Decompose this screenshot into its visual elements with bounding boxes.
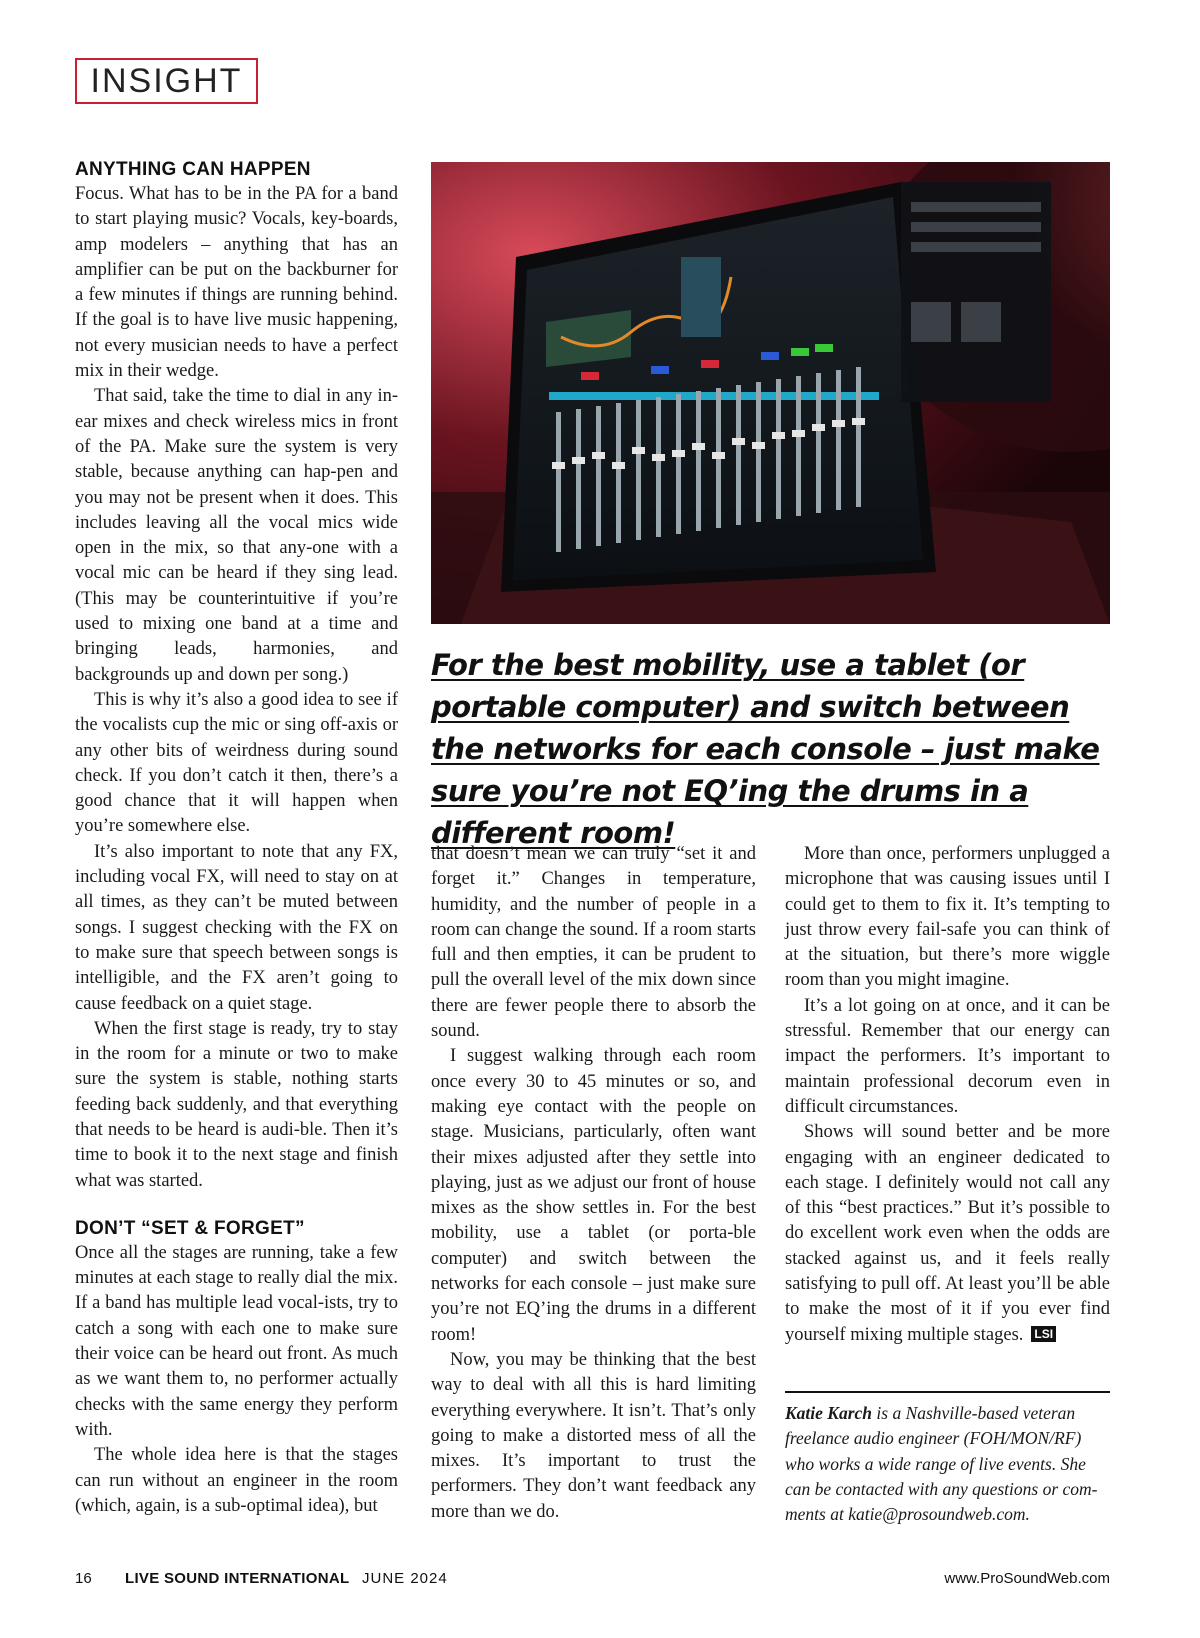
page-number: 16 (75, 1570, 92, 1587)
subheading-anything-can-happen: ANYTHING CAN HAPPEN (75, 159, 311, 180)
subheading-dont-set-forget: DON’T “SET & FORGET” (75, 1217, 305, 1239)
paragraph-text: Shows will sound better and be more engaging with an engineer dedicated to each stage. I definitely would not call any of this “best practices.” But it’s possible to do excellent work even when the odds are stacked against us, and it feels really satisfying to pull off. At least you’ll be able to make the most of it if you ever find yourself mixing multiple stages. (785, 1122, 1110, 1345)
paragraph (785, 1120, 1110, 1348)
paragraph: It’s a lot going on at once, and it can be stressful. Remember that our energy can impact the performers. It’s important to maintain professional decorum even in difficult circumstances. (785, 995, 1110, 1117)
author-bio (785, 1401, 1110, 1527)
paragraph: When the first stage is ready, try to stay in the room for a minute or two to make sure the system is stable, nothing starts feeding back suddenly, and that everything that needs to be heard is audi-ble. Then it’s time to book it to the next stage and finish what was started. (75, 1018, 398, 1191)
page-footer (75, 1570, 1110, 1592)
section-label: INSIGHT (75, 58, 258, 104)
paragraph: Now, you may be thinking that the best way to deal with all this is hard limiting everything everywhere. It isn’t. That’s only going to make a distorted mess of all the mixes. It’s important to trust the performers. They don’t want feedback any more than we do. (431, 1349, 756, 1522)
magazine-name: LIVE SOUND INTERNATIONAL (125, 1570, 350, 1587)
issue-date: JUNE 2024 (362, 1570, 448, 1587)
paragraph: That said, take the time to dial in any in-ear mixes and check wireless mics in front of the PA. Make sure the system is very stable, because anything can hap-pen and you may not be present when it does. This includes leaving all the vocal mics wide open in the mix, so that any-one with a vocal mic can be heard if they sing lead. (This may be counterintuitive if you’re used to mixing one band at a time and bringing leads, harmonies, and backgrounds up and down per song.) (75, 386, 398, 685)
paragraph: I suggest walking through each room once every 30 to 45 minutes or so, and making eye contact with the people on stage. Musicians, particularly, often want their mixes adjusted after they settle into playing, just as we adjust our front of house mixes as the show settles in. For the best mobility, use a tablet (or porta-ble computer) and switch between the networks for each console – just make sure you’re not EQ’ing the drums in a different room! (431, 1046, 756, 1345)
photo-illustration (431, 162, 1110, 624)
paragraph: that doesn’t mean we can truly “set it and forget it.” Changes in temperature, humidity, and the number of people in a room can change the sound. If a room starts full and then empties, it can be prudent to pull the overall level of the mix down since there are fewer people there to absorb the sound. (431, 844, 756, 1042)
author-bio-text: is a Nashville-based veteran freelance audio engineer (FOH/MON/RF) who works a wide range of live events. She can be contacted with any questions or com-ments at katie@prosoundweb.com. (785, 1403, 1098, 1525)
article-column-1 (75, 157, 398, 1519)
paragraph: The whole idea here is that the stages can run without an engineer in the room (which, again, is a sub-optimal idea), but (75, 1445, 398, 1516)
bio-divider (785, 1391, 1110, 1393)
paragraph: This is why it’s also a good idea to see if the vocalists cup the mic or sing off-axis or any other bits of weirdness during sound check. If you don’t catch it then, there’s a good chance that it will happen when you’re somewhere else. (75, 689, 398, 837)
paragraph: Once all the stages are running, take a few minutes at each stage to really dial the mix. If a band has multiple lead vocal-ists, try to catch a song with each one to make sure their voice can be heard out front. As much as we want them to, no performer actually checks with the same energy they perform with. (75, 1242, 398, 1440)
paragraph: Focus. What has to be in the PA for a band to start playing music? Vocals, key-boards, amp modelers – anything that has an amplifier can be put on the backburner for a few minutes if things are running behind. If the goal is to have live music happening, not every musician needs to have a perfect mix in their wedge. (75, 184, 398, 382)
article-column-3 (785, 842, 1110, 1348)
article-column-2 (431, 842, 756, 1525)
pull-quote: For the best mobility, use a tablet (or portable computer) and switch between the networks for each console – just make sure you’re not EQ’ing the drums in a different room! (431, 648, 1100, 850)
website-link[interactable]: www.ProSoundWeb.com (944, 1570, 1110, 1587)
end-mark-badge: LSI (1031, 1326, 1056, 1342)
paragraph: It’s also important to note that any FX, including vocal FX, will need to stay on at all times, as they can’t be muted between songs. I suggest checking with the FX on to make sure that speech between songs is intelligible, and the FX aren’t going to cause feedback on a quiet stage. (75, 841, 398, 1014)
laptop-mixer-photo (431, 162, 1110, 624)
author-name: Katie Karch (785, 1403, 873, 1423)
paragraph: More than once, performers unplugged a microphone that was causing issues until I could get to them to fix it. It’s tempting to just throw every fail-safe you can think of at the situation, but there’s more wiggle room than you might imagine. (785, 844, 1110, 991)
